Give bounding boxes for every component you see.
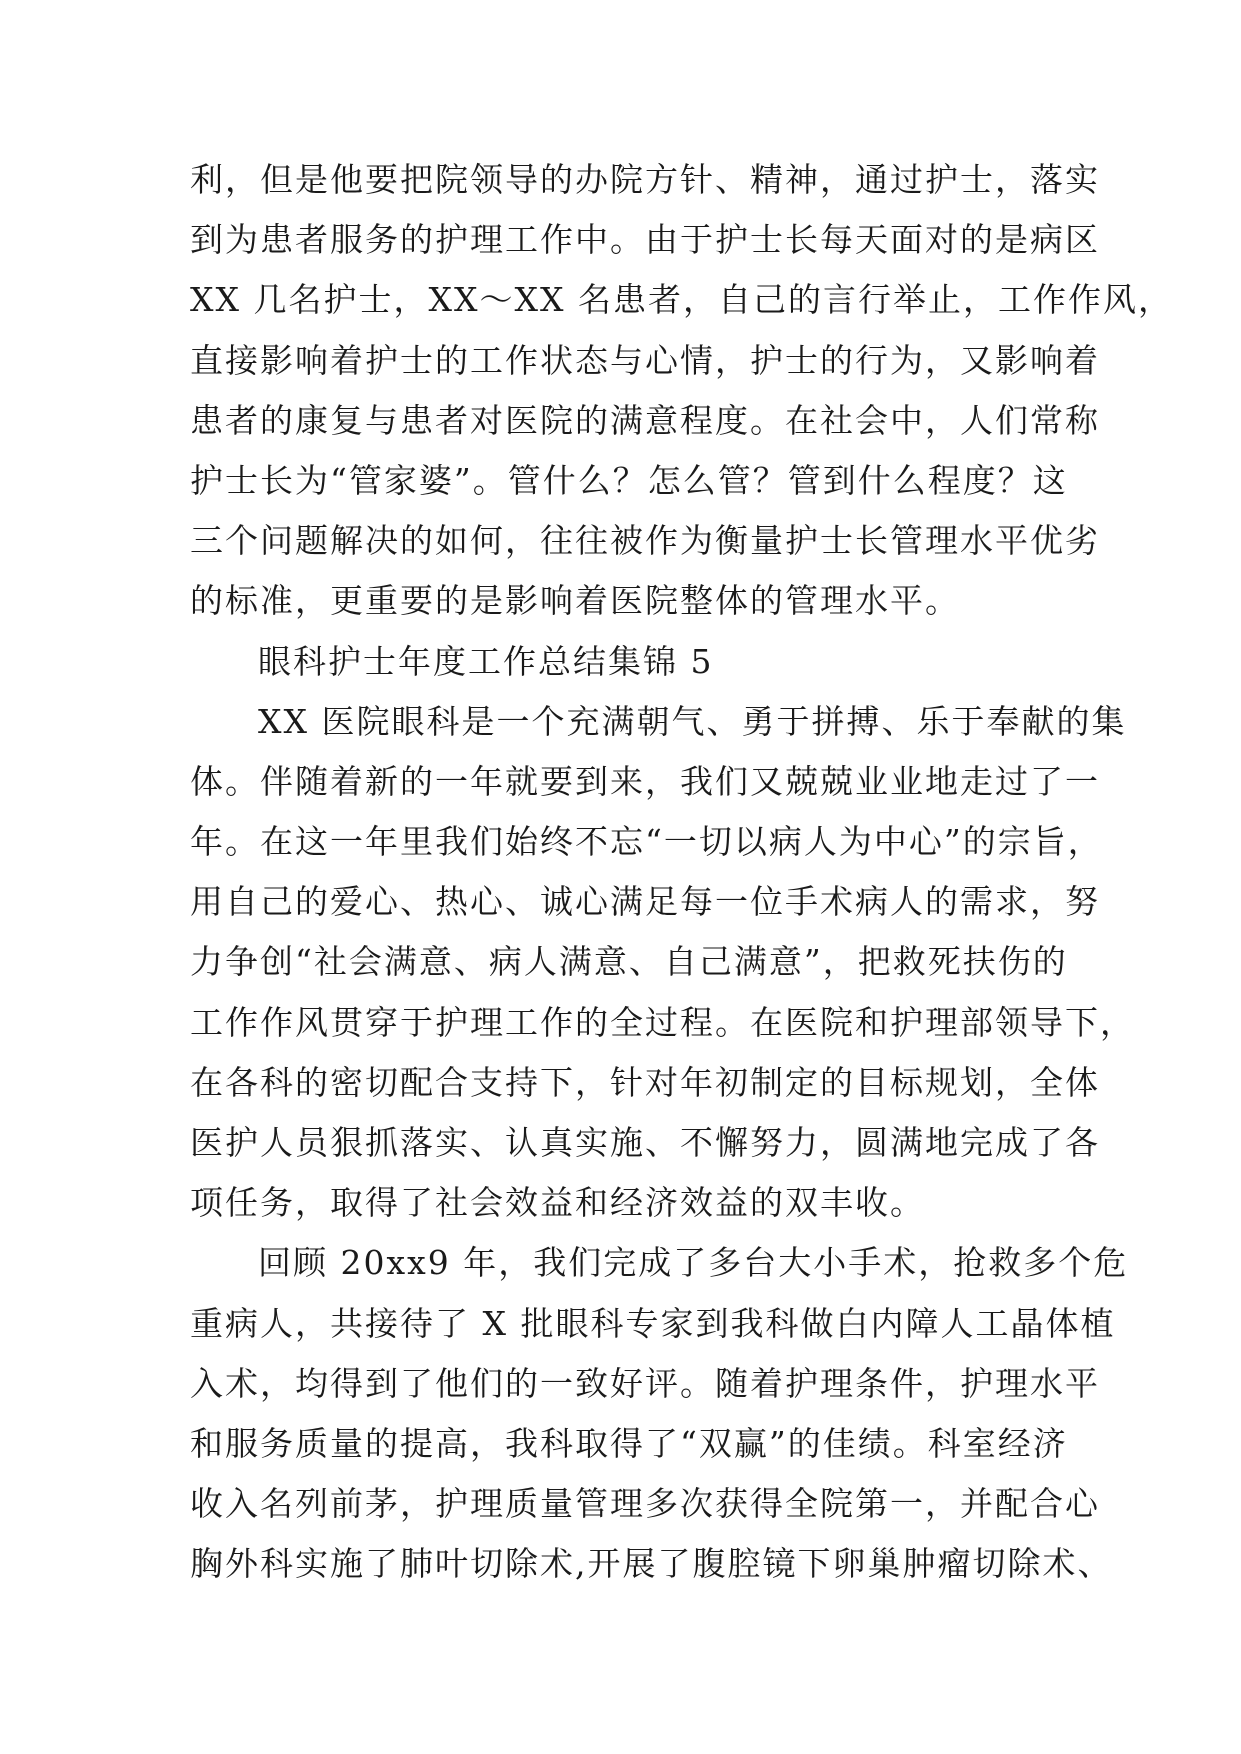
text-line: 三个问题解决的如何，往往被作为衡量护士长管理水平优劣 xyxy=(190,521,1100,561)
text-line: 体。伴随着新的一年就要到来，我们又兢兢业业地走过了一 xyxy=(190,761,1100,801)
section-heading: 眼科护士年度工作总结集锦 5 xyxy=(258,641,714,681)
text-line: XX 医院眼科是一个充满朝气、勇于拼搏、乐于奉献的集 xyxy=(258,701,1127,741)
text-line: 的标准，更重要的是影响着医院整体的管理水平。 xyxy=(190,581,960,621)
text-line: XX 几名护士，XX～XX 名患者，自己的言行举止，工作作风， xyxy=(190,280,1173,320)
text-line: 患者的康复与患者对医院的满意程度。在社会中，人们常称 xyxy=(190,400,1100,440)
text-line: 收入名列前茅，护理质量管理多次获得全院第一，并配合心 xyxy=(190,1484,1100,1524)
text-line: 入术，均得到了他们的一致好评。随着护理条件，护理水平 xyxy=(190,1363,1100,1403)
text-line: 年。在这一年里我们始终不忘“一切以病人为中心”的宗旨， xyxy=(190,822,1103,862)
text-line: 直接影响着护士的工作状态与心情，护士的行为，又影响着 xyxy=(190,340,1100,380)
document-body xyxy=(190,150,1173,1595)
text-line: 力争创“社会满意、病人满意、自己满意”，把救死扶伤的 xyxy=(190,942,1068,982)
text-line: 利，但是他要把院领导的办院方针、精神，通过护士，落实 xyxy=(190,160,1100,199)
text-line: 和服务质量的提高，我科取得了“双赢”的佳绩。科室经济 xyxy=(190,1423,1068,1463)
text-line: 医护人员狠抓落实、认真实施、不懈努力，圆满地完成了各 xyxy=(190,1123,1100,1162)
text-line: 工作作风贯穿于护理工作的全过程。在医院和护理部领导下， xyxy=(190,1002,1135,1042)
text-line: 重病人，共接待了 X 批眼科专家到我科做白内障人工晶体植 xyxy=(190,1303,1116,1343)
text-line: 项任务，取得了社会效益和经济效益的双丰收。 xyxy=(190,1183,925,1223)
text-line: 回顾 20xx9 年，我们完成了多台大小手术，抢救多个危 xyxy=(258,1243,1129,1283)
text-line: 到为患者服务的护理工作中。由于护士长每天面对的是病区 xyxy=(190,220,1100,260)
text-line: 在各科的密切配合支持下，针对年初制定的目标规划，全体 xyxy=(190,1062,1100,1102)
text-line: 胸外科实施了肺叶切除术,开展了腹腔镜下卵巢肿瘤切除术、 xyxy=(190,1544,1113,1584)
text-line: 用自己的爱心、热心、诚心满足每一位手术病人的需求，努 xyxy=(190,882,1100,922)
text-line: 护士长为“管家婆”。管什么？怎么管？管到什么程度？这 xyxy=(190,460,1068,500)
